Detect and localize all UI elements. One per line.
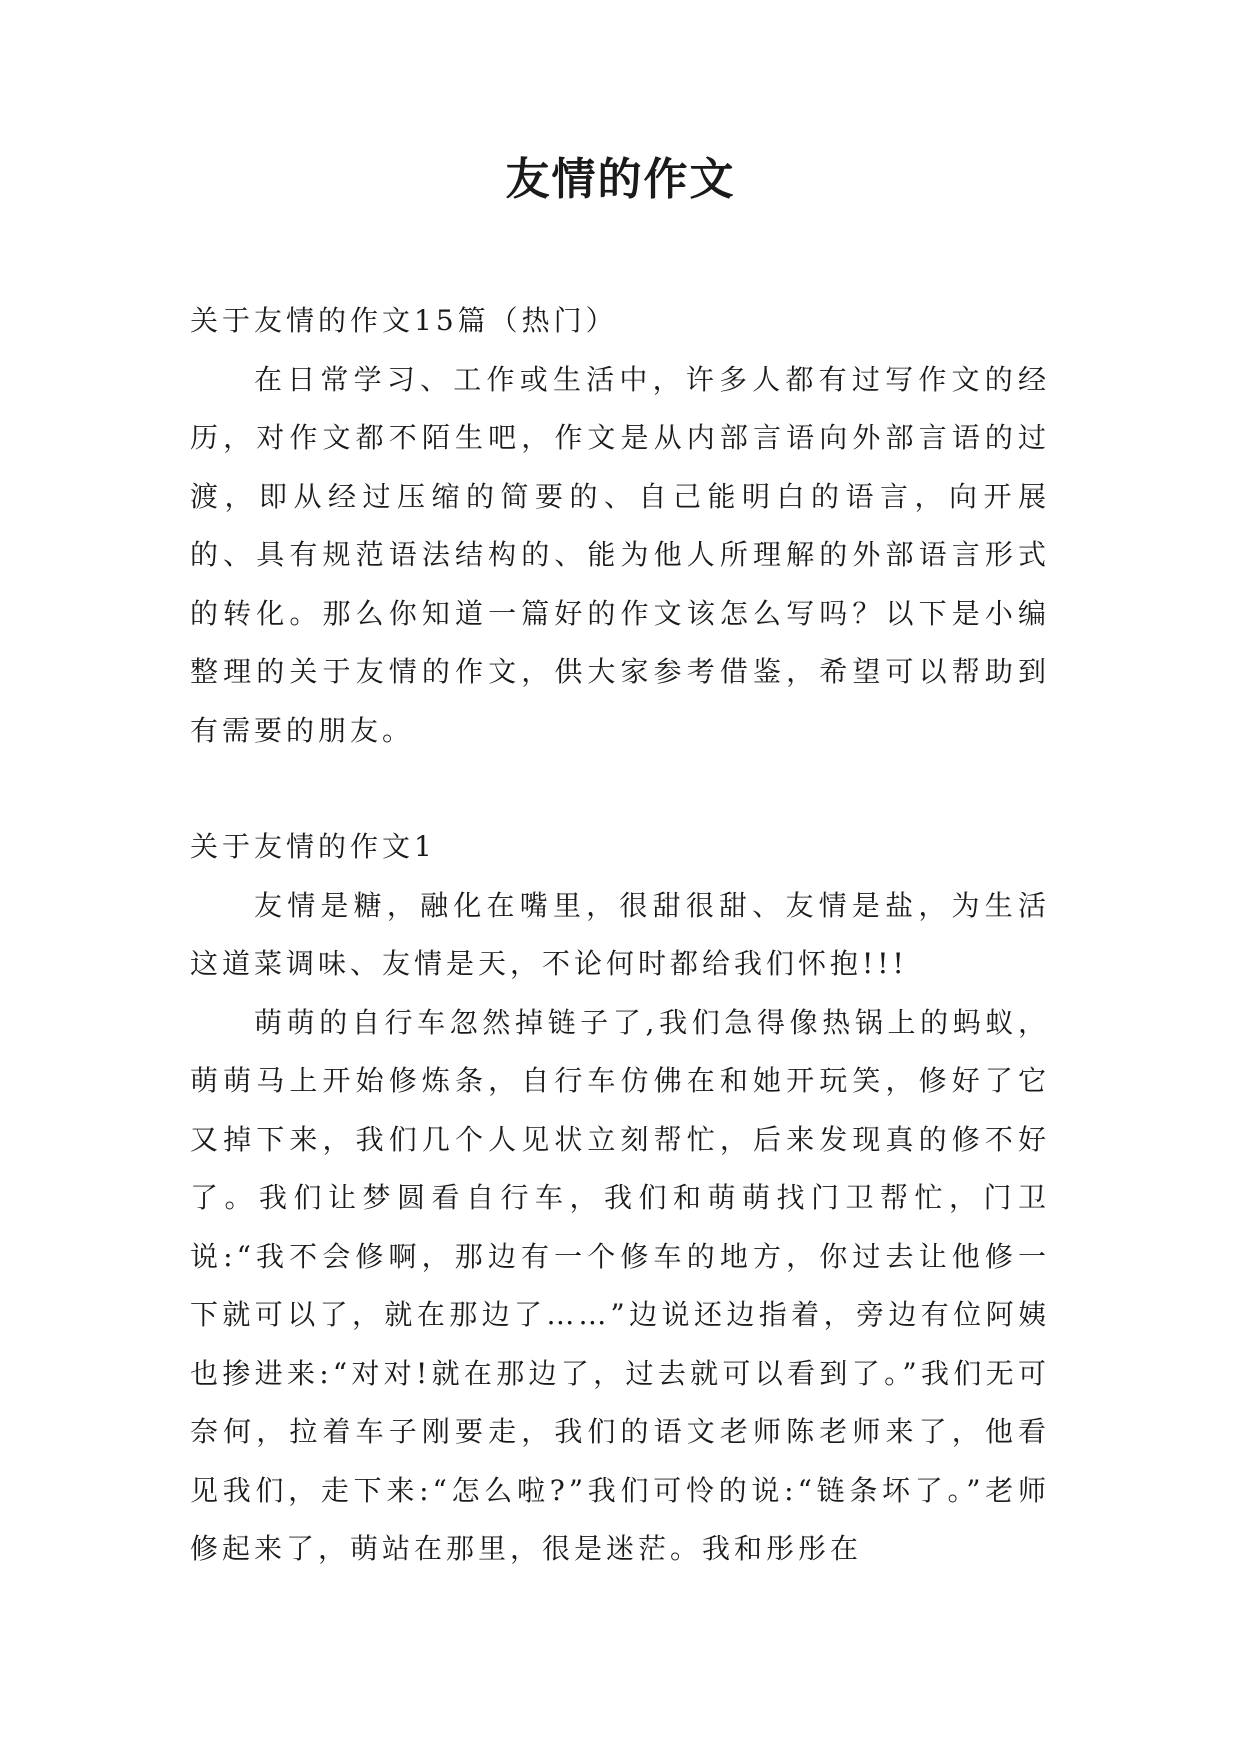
document-title: 友情的作文 [505,154,736,205]
article-subtitle: 关于友情的作文15篇（热门） [190,304,618,337]
body-paragraph: 友情是糖，融化在嘴里，很甜很甜、友情是盐，为生活这道菜调味、友情是天，不论何时都给我们怀抱!!! [190,888,1050,980]
intro-paragraph: 在日常学习、工作或生活中，许多人都有过写作文的经历，对作文都不陌生吧，作文是从内部言语向外部言语的过渡，即从经过压缩的简要的、自己能明白的语言，向开展的、具有规范语法结构的、能为他人所理解的外部语言形式的转化。那么你知道一篇好的作文该怎么写吗？以下是小编整理的关于友情的作文，供大家参考借鉴，希望可以帮助到有需要的朋友。 [190,362,1050,747]
section-heading: 关于友情的作文1 [190,830,436,863]
body-paragraph: 萌萌的自行车忽然掉链子了,我们急得像热锅上的蚂蚁，萌萌马上开始修炼条，自行车仿佛在和她开玩笑，修好了它又掉下来，我们几个人见状立刻帮忙，后来发现真的修不好了。我们让梦圆看自行车，我们和萌萌找门卫帮忙，门卫说:“我不会修啊，那边有一个修车的地方，你过去让他修一下就可以了，就在那边了……”边说还边指着，旁边有位阿姨也掺进来:“对对!就在那边了，过去就可以看到了。”我们无可奈何，拉着车子刚要走，我们的语文老师陈老师来了，他看见我们，走下来:“怎么啦?”我们可怜的说:“链条坏了。”老师修起来了，萌站在那里，很是迷茫。我和彤彤在 [190,1005,1050,1565]
document-body [190,292,1050,1579]
